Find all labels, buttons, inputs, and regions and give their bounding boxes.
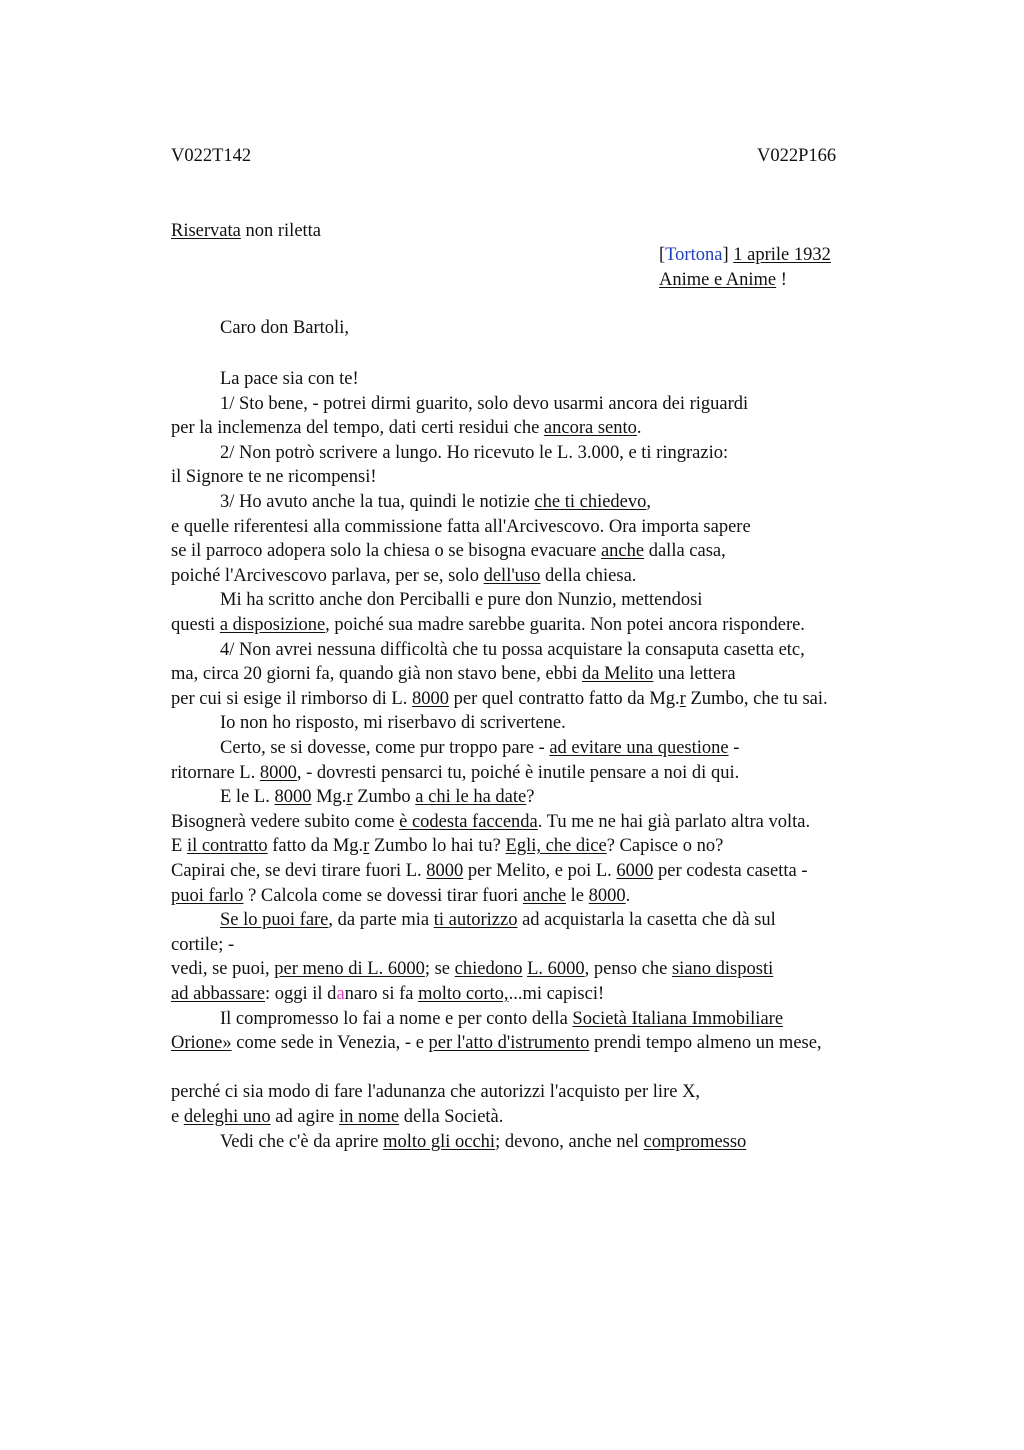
line-text: Zumbo lo hai tu? (369, 836, 506, 856)
line-text: - (728, 738, 740, 758)
line-text: ; devono, anche nel (495, 1132, 644, 1152)
line-text: La pace sia con te! (220, 369, 359, 389)
line-text: Bisognerà vedere subito come (171, 812, 400, 832)
line-text: Zumbo (352, 787, 416, 807)
underlined-text: a disposizione (219, 615, 326, 635)
underlined-text: r (346, 787, 353, 807)
line-text: Vedi che c'è da aprire (220, 1132, 384, 1152)
underlined-text: molto corto, (418, 984, 509, 1004)
underlined-text: anche (522, 886, 567, 906)
underlined-text: 6000 (616, 861, 654, 881)
letter-line (171, 1031, 822, 1055)
line-text: Capirai che, se devi tirare fuori L. (171, 861, 427, 881)
confidential-rest: non riletta (240, 221, 322, 241)
line-text: per Melito, e poi L. (463, 861, 617, 881)
letter-line (171, 564, 636, 588)
dateline (659, 245, 831, 266)
underlined-text: da Melito (581, 664, 654, 684)
line-text: ritornare L. (171, 763, 260, 783)
line-text: E le L. (220, 787, 275, 807)
line-text: , poiché sua madre sarebbe guarita. Non potei ancora rispondere. (325, 615, 805, 635)
line-text: il Signore te ne ricompensi! (171, 467, 377, 487)
line-text: Mi ha scritto anche don Perciballi e pure don Nunzio, mettendosi (220, 590, 703, 610)
underlined-text: in nome (338, 1107, 400, 1127)
salutation: Caro don Bartoli, (220, 318, 349, 338)
line-text: Io non ho risposto, mi riserbavo di scrivertene. (220, 713, 566, 733)
letter-line (171, 515, 751, 539)
underlined-text: ad evitare una questione (549, 738, 729, 758)
archive-code-left: V022T142 (171, 146, 252, 166)
line-text: 1/ Sto bene, - potrei dirmi guarito, solo devo usarmi ancora dei riguardi (220, 394, 749, 414)
underlined-text: molto gli occhi (383, 1132, 496, 1152)
line-text: ? Capisce o no? (606, 836, 724, 856)
underlined-text: Orione» (171, 1033, 232, 1053)
line-text: . (625, 886, 631, 906)
underlined-text: Se lo puoi fare (220, 910, 329, 930)
motto-text: Anime e Anime (659, 270, 777, 290)
underlined-text: chiedono (454, 959, 523, 979)
underlined-text: r (363, 836, 370, 856)
letter-line (220, 736, 739, 760)
letter-line (171, 884, 630, 908)
archive-code-right: V022P166 (757, 146, 837, 166)
motto-end: ! (776, 270, 787, 290)
letter-line (171, 687, 828, 711)
line-text: fatto da Mg. (267, 836, 364, 856)
line-text: ad acquistarla la casetta che dà sul (517, 910, 776, 930)
underlined-text: compromesso (643, 1132, 747, 1152)
line-text: ? Calcola come se dovessi tirar fuori (243, 886, 523, 906)
line-text: , da parte mia (328, 910, 434, 930)
letter-line (220, 1130, 746, 1154)
underlined-text: è codesta faccenda (399, 812, 538, 832)
line-text: per la inclemenza del tempo, dati certi residui che (171, 418, 544, 438)
letter-line (171, 982, 604, 1006)
underlined-text: 8000 (274, 787, 312, 807)
line-text: Mg. (311, 787, 347, 807)
letter-line (171, 761, 739, 785)
underlined-text: a chi le ha date (415, 787, 527, 807)
underlined-text: anche (600, 541, 645, 561)
line-text: . Tu me ne hai già parlato altra volta. (537, 812, 811, 832)
letter-line (220, 1007, 783, 1031)
line-text: della Società. (399, 1107, 504, 1127)
letter-line (220, 490, 651, 514)
motto (659, 270, 787, 291)
line-text: ; se (424, 959, 455, 979)
letter-line (171, 1105, 503, 1129)
line-text: , - dovresti pensarci tu, poiché è inutile pensare a noi di qui. (296, 763, 740, 783)
line-text: Zumbo, che tu sai. (685, 689, 828, 709)
underlined-text: 8000 (411, 689, 449, 709)
line-text: 4/ Non avrei nessuna difficoltà che tu possa acquistare la consaputa casetta etc, (220, 640, 805, 660)
line-text: poiché l'Arcivescovo parlava, per se, solo (171, 566, 484, 586)
underlined-text: per l'atto d'istrumento (428, 1033, 590, 1053)
letter-line (171, 1080, 700, 1104)
underlined-text: ad abbassare (171, 984, 265, 1004)
underlined-text: 8000 (588, 886, 626, 906)
confidential-note (171, 221, 321, 242)
underlined-text: r (679, 689, 686, 709)
letter-line (171, 539, 726, 563)
line-text: se il parroco adopera solo la chiesa o se bisogna evacuare (171, 541, 601, 561)
line-text: 2/ Non potrò scrivere a lungo. Ho ricevuto le L. 3.000, e ti ringrazio: (220, 443, 729, 463)
underlined-text: 8000 (259, 763, 297, 783)
underlined-text: che ti chiedevo (534, 492, 647, 512)
underlined-text: deleghi uno (183, 1107, 271, 1127)
letter-line (220, 392, 748, 416)
line-text: della chiesa. (540, 566, 637, 586)
letter-line (171, 613, 805, 637)
line-text: le (566, 886, 589, 906)
line-text: e quelle riferentesi alla commissione fatta all'Arcivescovo. Ora importa sapere (171, 517, 751, 537)
line-text: dalla casa, (644, 541, 726, 561)
line-text: Certo, se si dovesse, come pur troppo pare - (220, 738, 550, 758)
line-text: ad agire (270, 1107, 339, 1127)
underlined-text: dell'uso (483, 566, 541, 586)
letter-line (171, 957, 773, 981)
letter-line (220, 785, 534, 809)
letter-line (171, 810, 810, 834)
underlined-text: per meno di L. 6000 (274, 959, 425, 979)
line-text: come sede in Venezia, - e (231, 1033, 429, 1053)
line-text: per cui si esige il rimborso di L. (171, 689, 412, 709)
place-name: Tortona (665, 245, 723, 265)
underlined-text: Società Italiana Immobiliare (572, 1009, 784, 1029)
letter-line (171, 662, 736, 686)
bracket-open: [ (659, 245, 666, 265)
letter-line (220, 711, 566, 735)
line-text: prendi tempo almeno un mese, (589, 1033, 822, 1053)
line-text: per quel contratto fatto da Mg. (448, 689, 680, 709)
line-text: cortile; - (171, 935, 235, 955)
letter-date: 1 aprile 1932 (733, 245, 831, 265)
line-text: ma, circa 20 giorni fa, quando già non stavo bene, ebbi (171, 664, 582, 684)
underlined-text: il contratto (186, 836, 268, 856)
bracket-close: ] (722, 245, 729, 265)
line-text: per codesta casetta - (653, 861, 808, 881)
letter-line (171, 859, 808, 883)
letter-line (171, 933, 234, 957)
line-text: vedi, se puoi, (171, 959, 275, 979)
underlined-text: ancora sento (543, 418, 637, 438)
underlined-text: L. 6000 (527, 959, 585, 979)
letter-line (220, 367, 359, 391)
underlined-text: ti autorizzo (433, 910, 518, 930)
line-text: questi (171, 615, 220, 635)
line-text: una lettera (653, 664, 736, 684)
line-text: ? (526, 787, 535, 807)
line-text: ...mi capisci! (508, 984, 605, 1004)
letter-line (220, 441, 728, 465)
letter-line (171, 416, 642, 440)
line-text: E (171, 836, 187, 856)
underlined-text: 8000 (426, 861, 464, 881)
line-text: : oggi il d (265, 984, 337, 1004)
line-text: . (636, 418, 642, 438)
line-text: , penso che (584, 959, 672, 979)
line-text: e (171, 1107, 184, 1127)
line-text: a (336, 984, 345, 1004)
underlined-text: Egli, che dice (505, 836, 607, 856)
line-text: naro si fa (344, 984, 419, 1004)
letter-line (220, 908, 776, 932)
line-text: perché ci sia modo di fare l'adunanza che autorizzi l'acquisto per lire X, (171, 1082, 701, 1102)
line-text: Il compromesso lo fai a nome e per conto della (220, 1009, 573, 1029)
line-text: 3/ Ho avuto anche la tua, quindi le notizie (220, 492, 535, 512)
line-text: , (646, 492, 652, 512)
underlined-text: puoi farlo (171, 886, 244, 906)
letter-line (171, 834, 723, 858)
letter-line (220, 588, 702, 612)
underlined-text: siano disposti (671, 959, 774, 979)
letter-line (220, 638, 805, 662)
confidential-label: Riservata (171, 221, 241, 241)
letter-line (171, 465, 377, 489)
